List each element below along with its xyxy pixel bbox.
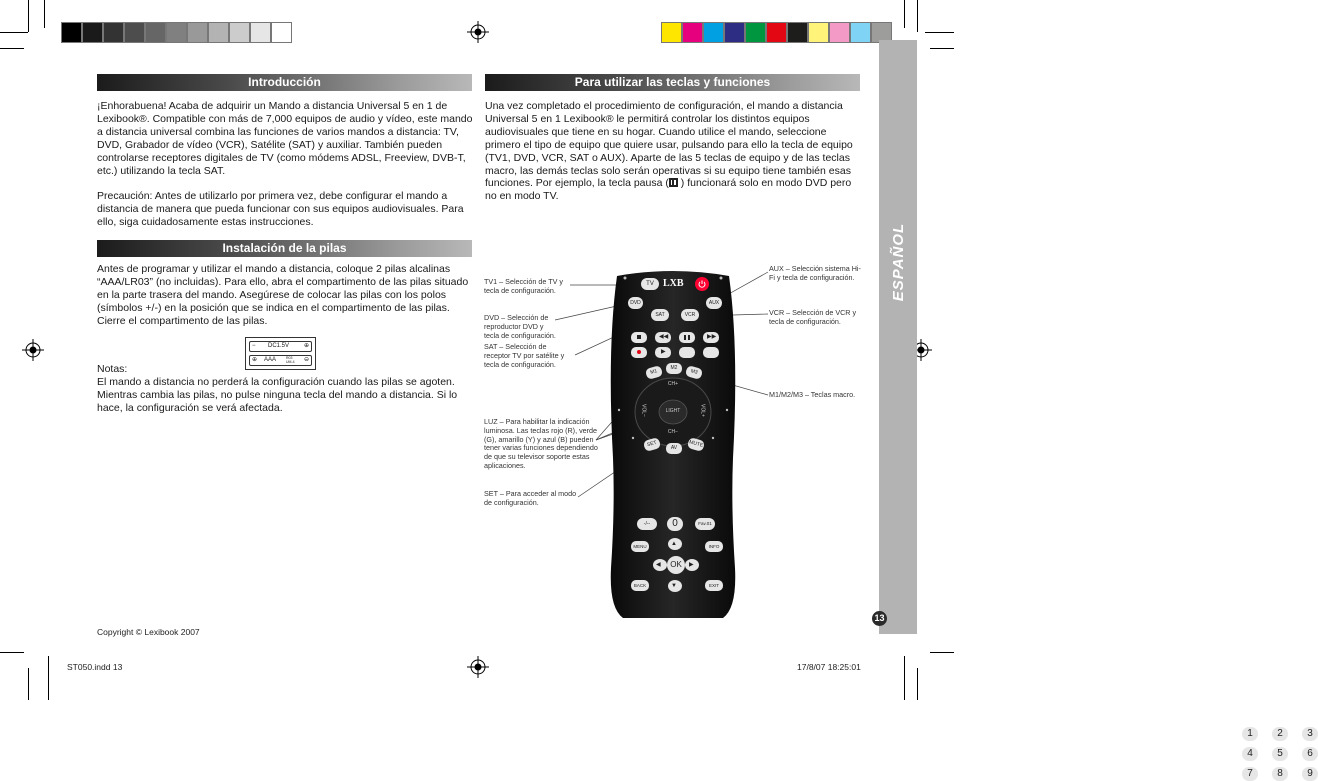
- callout-aux: AUX – Selección sistema Hi-Fi y tecla de configuración.: [769, 264, 861, 282]
- battery-size-label: AAA: [264, 357, 277, 363]
- right-button[interactable]: [685, 559, 699, 571]
- arrow-down-icon: ▼: [671, 583, 677, 589]
- pause-button[interactable]: [679, 332, 695, 343]
- digit-9-button[interactable]: 9: [1302, 767, 1318, 781]
- macro-m1-button[interactable]: M1: [645, 365, 663, 380]
- battery-type-label: R03 UM-4: [286, 356, 295, 364]
- batteries-paragraph: Antes de programar y utilizar el mando a distancia, coloque 2 pilas alcalinas “AAA/LR03” (no incluidas). Para ello, abra el compartimento de las pilas situado en la parte trasera del mando. Asegúrese de colocar las pilas con los polos (símbolos +/-) en la posición que se indica en el compartimento de las pilas. Cierre el compartimento de las pilas.: [97, 263, 469, 327]
- ok-button[interactable]: OK: [667, 556, 685, 574]
- color-button[interactable]: [703, 347, 719, 358]
- arrow-left-icon: ◀: [656, 562, 661, 568]
- sat-button[interactable]: SAT: [651, 309, 669, 321]
- callout-sat: SAT – Selección de receptor TV por satélite y tecla de configuración.: [484, 342, 565, 369]
- section-heading-introduction: Introducción: [97, 74, 472, 91]
- callout-macro: M1/M2/M3 – Teclas macro.: [769, 390, 856, 399]
- footer-file-name: ST050.indd 13: [67, 662, 123, 672]
- volume-up-button[interactable]: VOL+: [699, 404, 706, 417]
- av-button[interactable]: AV: [666, 443, 682, 454]
- down-button[interactable]: [668, 580, 682, 592]
- notes-paragraph: El mando a distancia no perderá la configuración cuando las pilas se agoten. Mientras cambia las pilas, no pulse ninguna tecla del mando a distancia. Si lo hace, la configuración se verá afectada.: [97, 375, 458, 414]
- record-icon: [637, 350, 641, 354]
- volume-down-button[interactable]: VOL−: [640, 404, 647, 417]
- dvd-button[interactable]: DVD: [628, 297, 643, 309]
- mute-button[interactable]: MUTE: [687, 437, 705, 452]
- section-heading-keys: Para utilizar las teclas y funciones: [485, 74, 860, 91]
- callout-tv1: TV1 – Selección de TV y tecla de configuración.: [484, 277, 563, 295]
- digit-5-button[interactable]: 5: [1272, 747, 1288, 761]
- arrow-up-icon: ▲: [671, 541, 677, 547]
- keys-paragraph-start: Una vez completado el procedimiento de configuración, el mando a distancia Universal 5 en 1 Lexibook® le permitirá controlar los distintos equipos audiovisuales que tiene en su hogar. Cuando utilice el mando, seleccione primero el tipo de equipo que quiere usar, pulsando para ello la tecla de equipo (TV1, DVD, VCR, SAT o AUX). Aparte de las 5 teclas de equipo y de las teclas macro, las demás teclas solo serán operativas si su equipo tiene también esas funciones. Por ejemplo, la tecla pausa (: [485, 100, 853, 190]
- tv1-button[interactable]: TV: [641, 278, 659, 290]
- back-button[interactable]: BACK: [631, 580, 649, 591]
- digit-6-button[interactable]: 6: [1302, 747, 1318, 761]
- digit-8-button[interactable]: 8: [1272, 767, 1288, 781]
- vcr-button[interactable]: VCR: [681, 309, 699, 321]
- minus-icon: ⊖: [304, 357, 310, 363]
- channel-down-button[interactable]: CH−: [667, 429, 679, 435]
- callout-luz: LUZ – Para habilitar la indicación luminosa. Las teclas rojo (R), verde (G), amarillo (Y) y azul (B) pueden tener varias funciones dependiendo de que su televisor soporte estas aplicaciones.: [484, 417, 598, 470]
- introduction-paragraph: ¡Enhorabuena! Acaba de adquirir un Mando a distancia Universal 5 en 1 de Lexibook®. Compatible con más de 7,000 equipos de audio y vídeo, este mando a distancia universal combina las funciones de varios mandos a distancia: TV, DVD, Grabador de vídeo (VCR), Satélite (SAT) y auxiliar. También pueden controlarse receptores digitales de TV (como módems ADSL, Freeview, DVB-T, etc.) utilizando la tecla SAT.: [97, 100, 473, 177]
- light-button[interactable]: LIGHT: [665, 408, 681, 414]
- rewind-icon: ◀◀: [659, 334, 669, 340]
- stop-icon: [637, 335, 641, 339]
- macro-m3-button[interactable]: M3: [685, 365, 703, 380]
- callout-dvd: DVD – Selección de reproductor DVD y tecla de configuración.: [484, 313, 556, 340]
- dash-button[interactable]: -/--: [637, 518, 657, 530]
- section-heading-batteries: Instalación de la pilas: [97, 240, 472, 257]
- battery-voltage-label: DC1.5V: [268, 343, 290, 349]
- digit-2-button[interactable]: 2: [1272, 727, 1288, 741]
- digit-7-button[interactable]: 7: [1242, 767, 1258, 781]
- language-label: ESPAÑOL: [889, 222, 907, 302]
- menu-button[interactable]: MENU: [631, 541, 649, 552]
- keys-paragraph-end: ) funcionará solo en modo DVD pero no en modo TV.: [485, 177, 852, 203]
- rewind-button[interactable]: [655, 332, 671, 343]
- notes-title: Notas:: [97, 363, 128, 375]
- pause-icon: [684, 335, 686, 340]
- arrow-right-icon: ▶: [689, 562, 694, 568]
- callout-set: SET – Para acceder al modo de configuración.: [484, 489, 577, 507]
- digit-4-button[interactable]: 4: [1242, 747, 1258, 761]
- set-button[interactable]: SET: [643, 437, 661, 452]
- brand-logo: LXB: [663, 278, 684, 289]
- color-button[interactable]: [679, 347, 695, 358]
- plus-icon: ⊕: [252, 357, 258, 363]
- fav-button[interactable]: Fav.01: [695, 518, 715, 530]
- play-icon: ▶: [661, 349, 666, 355]
- macro-m2-button[interactable]: M2: [666, 363, 682, 374]
- page-number: 13: [872, 611, 887, 626]
- up-button[interactable]: [668, 538, 682, 550]
- exit-button[interactable]: EXIT: [705, 580, 723, 591]
- caution-paragraph: Precaución: Antes de utilizarlo por primera vez, debe configurar el mando a distancia de manera que pueda funcionar con sus equipos audiovisuales. Para ello, siga cuidadosamente estas instrucciones.: [97, 190, 464, 229]
- copyright-text: Copyright © Lexibook 2007: [97, 627, 200, 637]
- power-icon: [697, 279, 707, 289]
- digit-3-button[interactable]: 3: [1302, 727, 1318, 741]
- forward-button[interactable]: [703, 332, 719, 343]
- aux-button[interactable]: AUX: [706, 297, 722, 309]
- info-button[interactable]: INFO: [705, 541, 723, 552]
- record-button[interactable]: [631, 347, 647, 358]
- stop-button[interactable]: [631, 332, 647, 343]
- play-button[interactable]: [655, 347, 671, 358]
- digit-0-button[interactable]: 0: [667, 517, 683, 531]
- minus-icon: −: [252, 343, 256, 349]
- digit-1-button[interactable]: 1: [1242, 727, 1258, 741]
- left-button[interactable]: [653, 559, 667, 571]
- callout-vcr: VCR – Selección de VCR y tecla de configuración.: [769, 308, 857, 326]
- plus-icon: ⊕: [304, 343, 310, 349]
- footer-timestamp: 17/8/07 18:25:01: [797, 662, 861, 672]
- channel-up-button[interactable]: CH+: [667, 381, 679, 387]
- forward-icon: ▶▶: [707, 334, 717, 340]
